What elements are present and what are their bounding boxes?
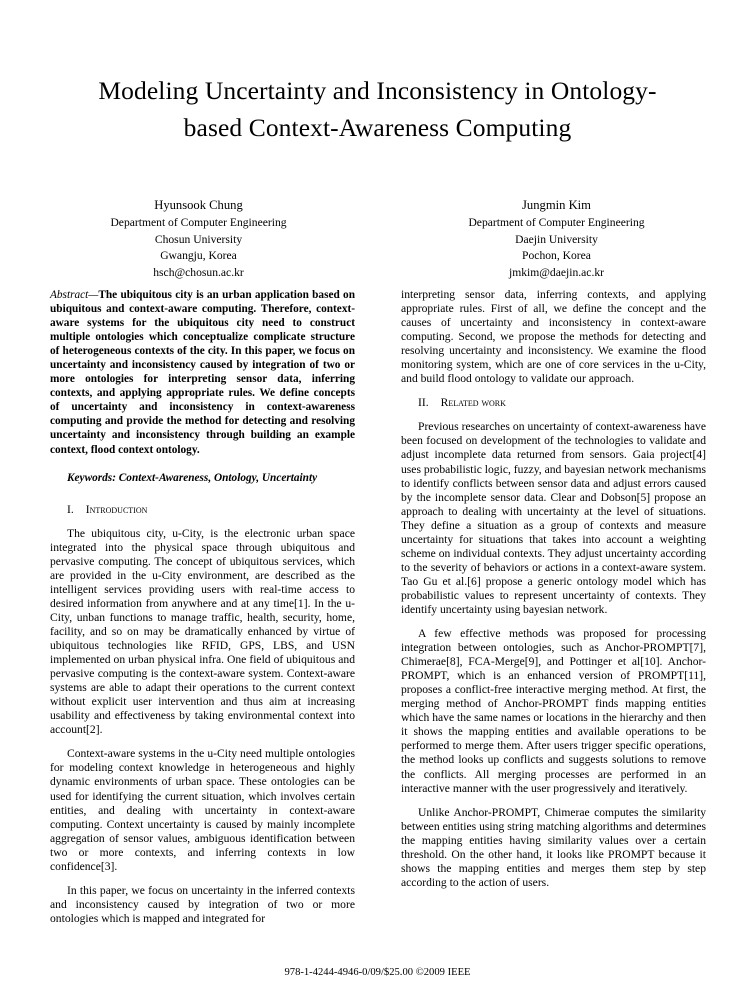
abstract-text: The ubiquitous city is an urban application based on ubiquitous and context-aware computing. Therefore, context-aware systems for the ubiquitous city need to construct multiple ontologies which conceptualize complicate structure of heterogeneous contexts of the city. In this paper, we focus on uncertainty and inconsistency caused by integration of two or more ontologies for interpreting sensor data, inferring contexts, and applying appropriate rules. We define concepts of uncertainty and inconsistency in context-awareness computing and provide the method for detecting and resolving uncertainty and inconsistency through building an example context, flood context ontology. [50, 289, 355, 456]
paragraph: A few effective methods was proposed for processing integration between ontologies, such as Anchor-PROMPT[7], Chimerae[8], FCA-Merge[9], and Pottinger et al[10]. Anchor-PROMPT, which is an enhanced version of PROMPT[11], proposes a conflict-free interactive merging method. At first, the merging method of Anchor-PROMPT finds mapping entities which have the same names or locations in the hierarchy and then it shows the mapping entities and available operations to be performed to merge them. After users trigger specific operations, the method looks up conflicts and suggests solutions to remove the conflicts. All merging processes are performed in an interactive manner with the user progressively and iteratively. [401, 627, 706, 795]
author-email: jmkim@daejin.ac.kr [508, 265, 605, 279]
section-title: Related work [440, 396, 506, 410]
author-block [0, 146, 755, 281]
author-affiliation: Daejin University [515, 232, 598, 246]
section-title: Introduction [85, 502, 148, 516]
page-title: Modeling Uncertainty and Inconsistency in Ontology-based Context-Awareness Computing [98, 76, 657, 142]
paragraph-continued: interpreting sensor data, inferring contexts, and applying appropriate rules. First of all, we define the concept and the causes of uncertainty and inconsistency in context-aware computing. Second, we propose the methods for detecting and resolving uncertainty and inconsistency. We examine the flood monitoring system, which are one of core services in the u-City, and build flood ontology to validate our approach. [401, 288, 706, 386]
abstract-label: Abstract— [50, 289, 99, 301]
body-columns [50, 288, 706, 936]
title-block [0, 0, 755, 146]
author-department: Department of Computer Engineering [110, 216, 287, 230]
paragraph: In this paper, we focus on uncertainty in the inferred contexts and inconsistency caused by integration of two or more ontologies which is mapped and integrated for [50, 883, 355, 925]
paragraph: Previous researches on uncertainty of context-awareness have been focused on development of the technologies to validate and adjust incomplete data returned from sensors. Gaia project[4] uses probabilistic logic, fuzzy, and bayesian network mechanisms to identify conflicts between sensor data and adjust errors caused by the incomplete sensor data. Clear and Dobson[5] propose an approach to dealing with uncertainty at the level of situations. They define a situation as a group of contexts and measure uncertainty for situations that takes into account a weighting scheme on individual contexts. They adjust uncertainty according to the severity of behaviors or actions in a context-aware system. Tao Gu et al.[6] propose a generic ontology model which has probabilistic values to represent uncertainty of contexts. They identify uncertainty using bayesian network. [401, 420, 706, 616]
abstract-paragraph [50, 288, 355, 457]
keywords-line: Keywords: Context-Awareness, Ontology, Uncertainty [67, 471, 318, 484]
column-left [50, 288, 355, 936]
author-department: Department of Computer Engineering [468, 216, 645, 230]
paragraph: The ubiquitous city, u-City, is the electronic urban space integrated into the physical space through ubiquitous and pervasive computing. The concept of ubiquitous services, which are provided in the u-City environment, are described as the intelligent services providing users with real-time access to desired information from anywhere and at any time[1]. In the u-City, unban functions to manage traffic, health, security, home, facility, and so on may be dramatically enhanced by virtue of ubiquitous technologies like RFID, GPS, LBS, and USN implemented on urban physical infra. One field of ubiquitous and pervasive computing is the context-aware system. Context-aware systems are able to adapt their operations to the current context without explicit user intervention and thus aim at increasing usability and effectiveness by taking environmental context into account[2]. [50, 526, 355, 737]
footer-copyright: 978-1-4244-4946-0/09/$25.00 ©2009 IEEE [284, 967, 471, 978]
paragraph: Unlike Anchor-PROMPT, Chimerae computes the similarity between entities using string matching algorithms and determines the mapping entities having similarity values over a certain threshold. On the other hand, it looks like PROMPT because it shows the mapping entities and merges them step by step according to the action of users. [401, 805, 706, 889]
section-heading-introduction [50, 503, 355, 517]
author-location: Gwangju, Korea [160, 249, 237, 263]
author-name: Hyunsook Chung [154, 198, 243, 212]
author-entry-1 [46, 197, 351, 281]
column-right [401, 288, 706, 936]
section-numeral: I. [67, 502, 74, 516]
author-name: Jungmin Kim [522, 198, 591, 212]
paragraph: Context-aware systems in the u-City need multiple ontologies for modeling context knowledge in heterogeneous and highly dynamic environments of urban space. These ontologies can be used for identifying the current situation, which involves certain entities, and dealing with uncertainty in context-aware computing. Context uncertainty is caused by mainly incomplete aggregation of sensor values, ambiguous identification between two or more contexts, and inferring contexts in low confidence[3]. [50, 747, 355, 873]
author-location: Pochon, Korea [522, 249, 591, 263]
author-email: hsch@chosun.ac.kr [153, 265, 244, 279]
author-affiliation: Chosun University [154, 232, 243, 246]
author-entry-2 [404, 197, 709, 281]
section-heading-related-work [401, 396, 706, 410]
section-numeral: II. [418, 396, 429, 410]
